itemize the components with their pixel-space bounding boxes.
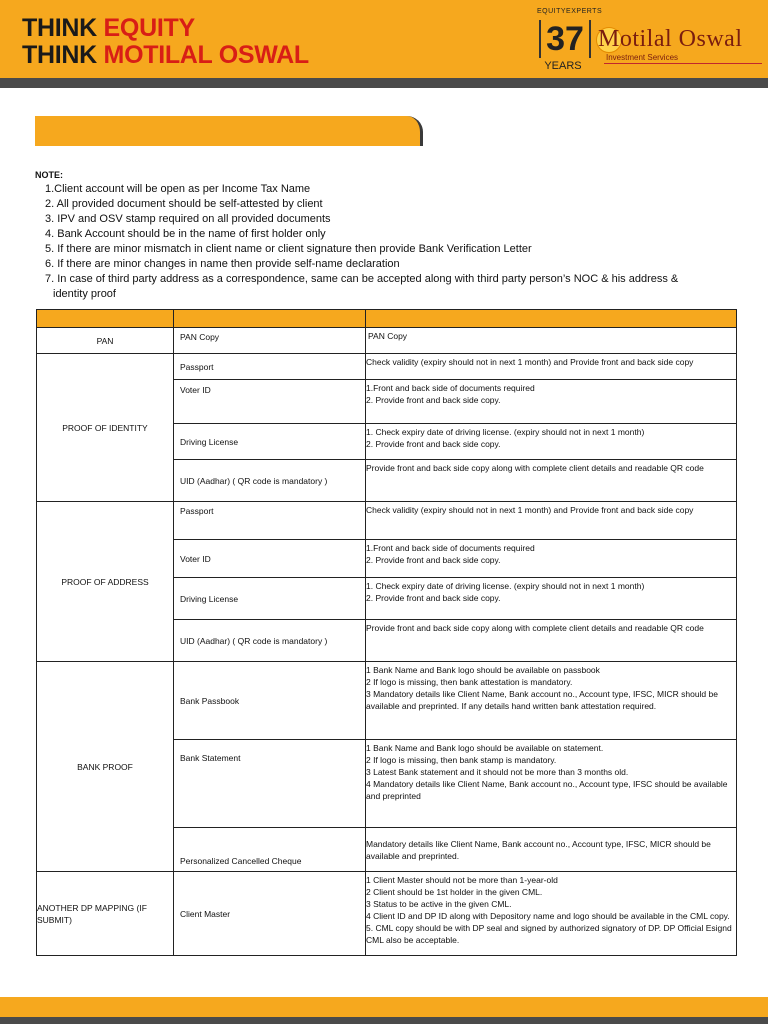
document-cell: Client Master: [174, 872, 366, 956]
table-row: [37, 328, 737, 354]
note-item: 1.Client account will be open as per Income Tax Name: [45, 183, 311, 195]
note-item: 5. If there are minor mismatch in client name or client signature then provide Bank Verification Letter: [45, 243, 532, 255]
document-cell: PAN Copy: [174, 328, 366, 354]
table-row: [37, 502, 737, 540]
header-cell: [366, 310, 737, 328]
tagline-motilal-oswal: MOTILAL OSWAL: [103, 41, 309, 69]
category-cell: ANOTHER DP MAPPING (IF SUBMIT): [37, 872, 174, 956]
requirement-cell: Provide front and back side copy along with complete client details and readable QR code: [366, 620, 737, 662]
document-cell: UID (Aadhar) ( QR code is mandatory ): [174, 460, 366, 502]
requirement-cell: 1 Bank Name and Bank logo should be available on statement. 2 If logo is missing, then bank stamp is mandatory. 3 Latest Bank statement and it should not be more than 3 months old. 4 Mandatory details like Client Name, Bank account no., Account type, IFSC should be available and preprinted: [366, 740, 737, 828]
document-cell: Driving License: [174, 578, 366, 620]
requirement-cell: PAN Copy: [366, 328, 737, 354]
notes-section: [35, 170, 735, 302]
note-item: identity proof: [53, 288, 116, 300]
document-cell: Passport: [174, 502, 366, 540]
requirement-cell: 1 Client Master should not be more than 1-year-old 2 Client should be 1st holder in the given CML. 3 Status to be active in the given CML. 4 Client ID and DP ID along with Depository name and logo should be available in the CML copy. 5. CML copy should be with DP seal and signed by authorized signatory of DP. DP Official Esignd CML also be acceptable.: [366, 872, 737, 956]
category-cell: PROOF OF ADDRESS: [37, 502, 174, 662]
table-row: [37, 354, 737, 380]
category-cell: BANK PROOF: [37, 662, 174, 872]
anniversary-badge: [537, 8, 603, 72]
note-item: 3. IPV and OSV stamp required on all provided documents: [45, 213, 331, 225]
document-cell: Driving License: [174, 424, 366, 460]
tagline-equity: EQUITY: [103, 14, 195, 42]
tagline-line-1: [22, 15, 195, 41]
badge-top-text: EQUITYEXPERTS: [537, 8, 603, 15]
note-item: 6. If there are minor changes in name then provide self-name declaration: [45, 258, 400, 270]
category-cell: PAN: [37, 328, 174, 354]
requirement-cell: 1.Front and back side of documents required 2. Provide front and back side copy.: [366, 380, 737, 424]
requirement-cell: Provide front and back side copy along with complete client details and readable QR code: [366, 460, 737, 502]
table-row: [37, 872, 737, 956]
requirement-cell: Check validity (expiry should not in next 1 month) and Provide front and back side copy: [366, 502, 737, 540]
notes-label: NOTE:: [35, 170, 63, 180]
document-cell: UID (Aadhar) ( QR code is mandatory ): [174, 620, 366, 662]
tagline-line-2: [22, 42, 309, 68]
note-item: 4. Bank Account should be in the name of first holder only: [45, 228, 326, 240]
header-banner: [0, 0, 768, 78]
footer-divider: [0, 1017, 768, 1024]
badge-number: 37: [539, 20, 591, 58]
document-requirements-table: [36, 309, 737, 956]
requirement-cell: 1.Front and back side of documents required 2. Provide front and back side copy.: [366, 540, 737, 578]
requirement-cell: 1. Check expiry date of driving license. (expiry should not in next 1 month) 2. Provide front and back side copy.: [366, 424, 737, 460]
document-cell: Voter ID: [174, 380, 366, 424]
brand-subtitle: Investment Services: [606, 53, 679, 62]
document-cell: Bank Statement: [174, 740, 366, 828]
note-item: 2. All provided document should be self-attested by client: [45, 198, 323, 210]
brand-name: Motilal Oswal: [598, 26, 743, 52]
tagline-think: THINK: [22, 14, 97, 42]
header-cell: [37, 310, 174, 328]
brand-underline: [604, 63, 762, 64]
category-cell: PROOF OF IDENTITY: [37, 354, 174, 502]
footer-band: [0, 997, 768, 1017]
document-cell: Voter ID: [174, 540, 366, 578]
document-cell: Personalized Cancelled Cheque: [174, 828, 366, 872]
requirement-cell: Mandatory details like Client Name, Bank account no., Account type, IFSC, MICR should be available and preprinted.: [366, 828, 737, 872]
section-title-bar: [35, 116, 423, 146]
badge-years-label: YEARS: [544, 60, 582, 72]
requirement-cell: 1 Bank Name and Bank logo should be available on passbook 2 If logo is missing, then bank attestation is mandatory. 3 Mandatory details like Client Name, Bank account no., Account type, IFSC, MICR should be available and preprinted. If any details hand written bank attestation required.: [366, 662, 737, 740]
header-divider: [0, 78, 768, 88]
requirement-cell: Check validity (expiry should not in next 1 month) and Provide front and back side copy: [366, 354, 737, 380]
table-row: [37, 662, 737, 740]
document-cell: Bank Passbook: [174, 662, 366, 740]
note-item: 7. In case of third party address as a correspondence, same can be accepted along with third party person’s NOC & his address &: [45, 273, 679, 285]
tagline-think-2: THINK: [22, 41, 97, 69]
requirement-cell: 1. Check expiry date of driving license. (expiry should not in next 1 month) 2. Provide front and back side copy.: [366, 578, 737, 620]
table-header-row: [37, 310, 737, 328]
header-cell: [174, 310, 366, 328]
document-cell: Passport: [174, 354, 366, 380]
